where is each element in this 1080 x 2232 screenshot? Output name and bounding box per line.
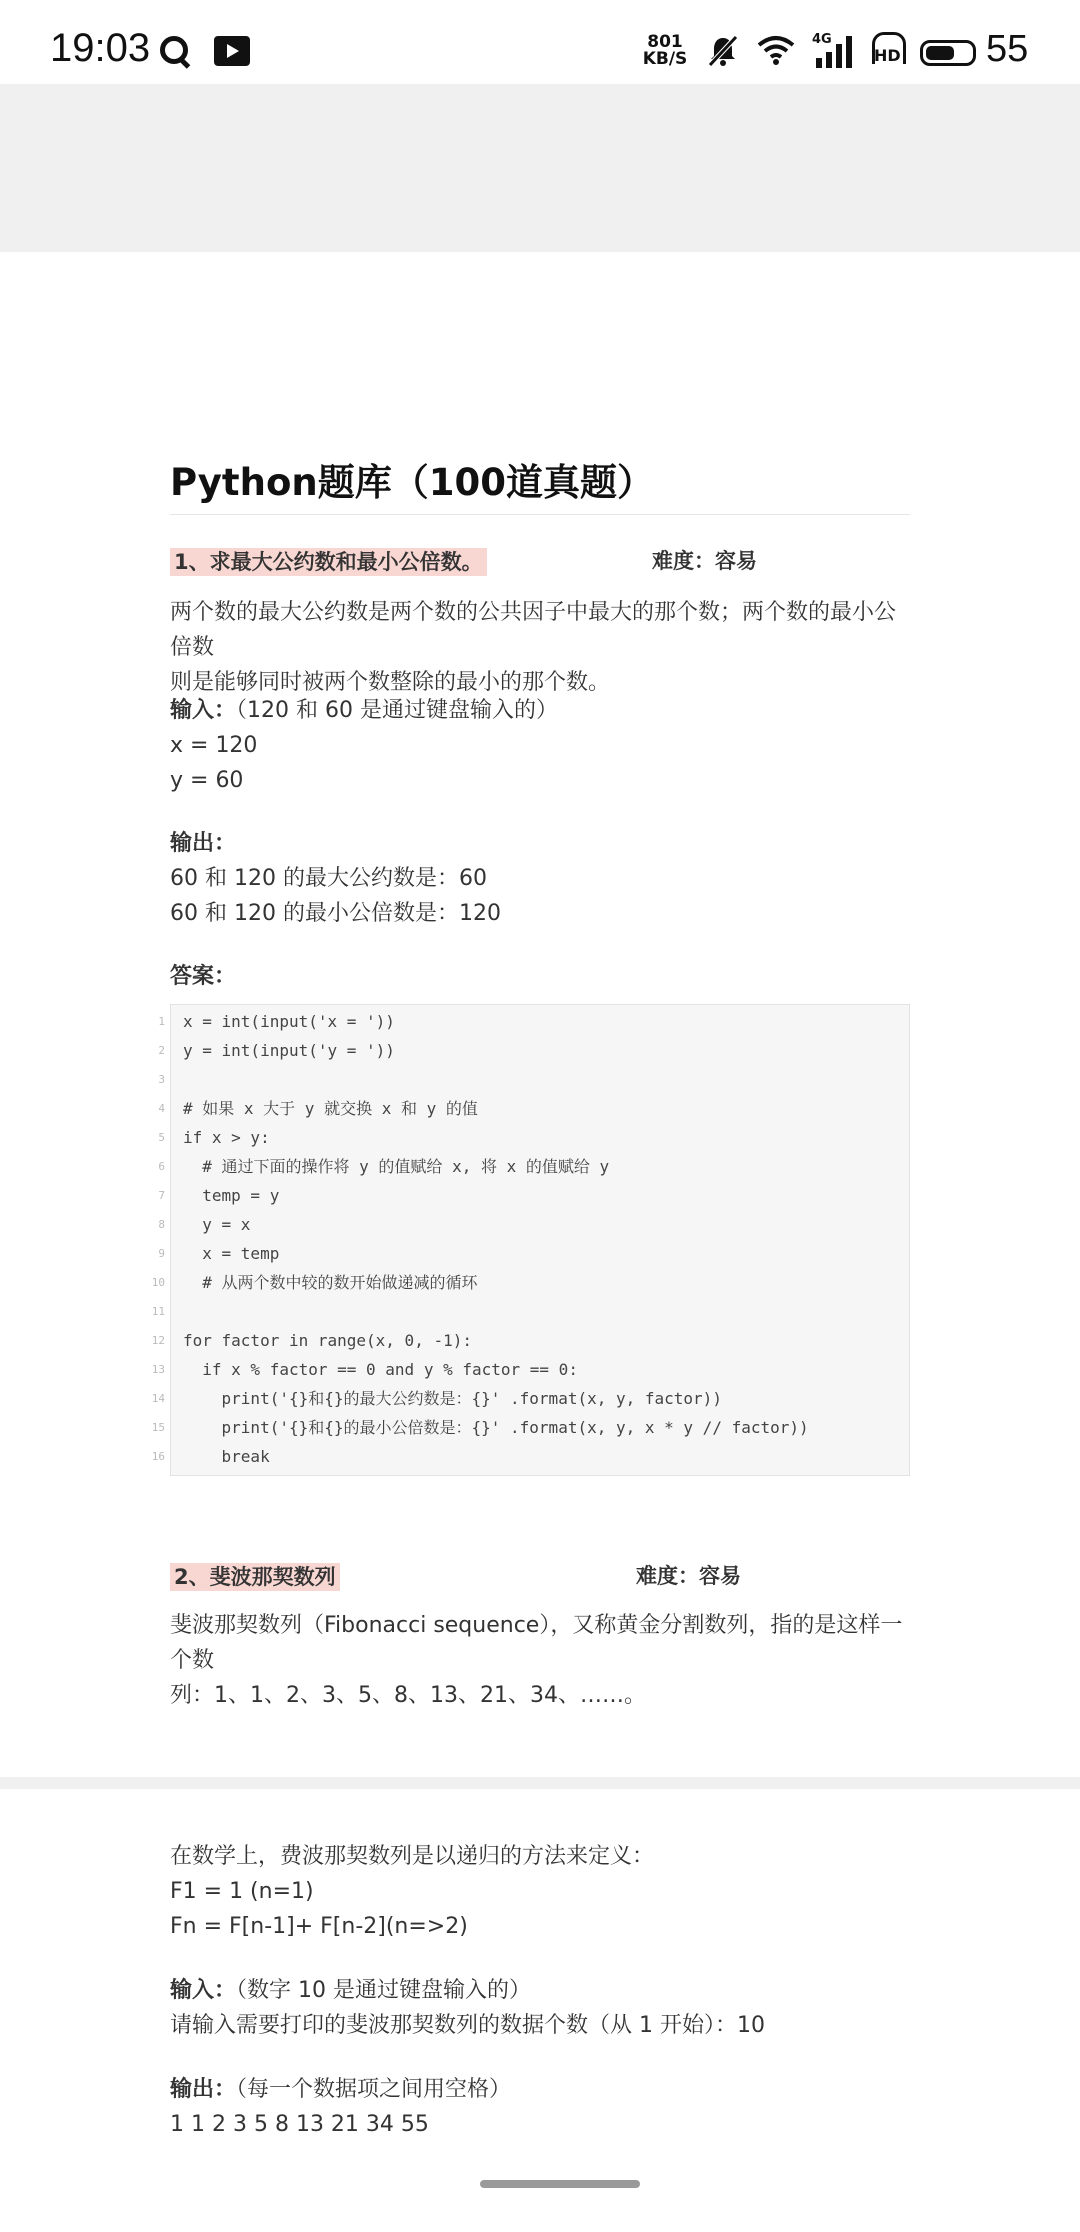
battery-level: 55 bbox=[986, 28, 1029, 70]
question-1-desc-line-2: 则是能够同时被两个数整除的最小的那个数。 bbox=[170, 670, 611, 695]
line-number: 4 bbox=[158, 1102, 165, 1115]
question-1-output bbox=[170, 826, 910, 931]
question-1-difficulty: 难度：容易 bbox=[652, 549, 757, 573]
battery-icon bbox=[920, 40, 976, 66]
line-number: 7 bbox=[158, 1189, 165, 1202]
line-number: 13 bbox=[151, 1363, 165, 1376]
line-number: 15 bbox=[151, 1421, 165, 1434]
code-text: y = int(input('y = ')) bbox=[183, 1041, 395, 1060]
line-number: 14 bbox=[151, 1392, 165, 1405]
question-1-title bbox=[170, 545, 910, 580]
definition-line-1: 在数学上，费波那契数列是以递归的方法来定义： bbox=[170, 1844, 655, 1869]
network-type: 4G bbox=[812, 32, 832, 47]
wifi-icon bbox=[757, 34, 795, 66]
line-number: 16 bbox=[151, 1450, 165, 1463]
question-2-title bbox=[170, 1560, 910, 1595]
question-2-definition bbox=[170, 1839, 910, 1944]
question-2-desc-line-1: 斐波那契数列（Fibonacci sequence），又称黄金分割数列，指的是这样一个数 bbox=[170, 1613, 903, 1673]
code-text: # 通过下面的操作将 y 的值赋给 x, 将 x 的值赋给 y bbox=[183, 1157, 610, 1176]
code-block bbox=[151, 1004, 910, 1476]
page-top-band bbox=[0, 84, 1080, 252]
input-note-2: （数字 10 是通过键盘输入的） bbox=[236, 1978, 531, 2003]
code-text: print('{}和{}的最小公倍数是：{}' .format(x, y, x * y // factor)) bbox=[183, 1418, 809, 1437]
network-speed bbox=[642, 34, 688, 68]
line-number: 10 bbox=[151, 1276, 165, 1289]
code-text: break bbox=[183, 1447, 270, 1466]
code-text: x = temp bbox=[183, 1244, 280, 1263]
line-number: 2 bbox=[158, 1044, 165, 1057]
question-1-desc-line-1: 两个数的最大公约数是两个数的公共因子中最大的那个数；两个数的最小公倍数 bbox=[170, 600, 897, 660]
output-line-2: 1 1 2 3 5 8 13 21 34 55 bbox=[170, 2112, 429, 2137]
network-speed-value: 801 bbox=[647, 32, 683, 52]
mute-icon bbox=[706, 34, 740, 68]
question-2-input bbox=[170, 1973, 910, 2043]
code-text: temp = y bbox=[183, 1186, 280, 1205]
code-text: print('{}和{}的最大公约数是：{}' .format(x, y, factor)) bbox=[183, 1389, 722, 1408]
output-line-gcd: 60 和 120 的最大公约数是：60 bbox=[170, 866, 487, 891]
question-2-title-text: 2、斐波那契数列 bbox=[170, 1563, 340, 1591]
question-1-title-text: 1、求最大公约数和最小公倍数。 bbox=[170, 548, 487, 576]
input-label: 输入： bbox=[170, 698, 237, 723]
answer-label: 答案： bbox=[170, 964, 237, 989]
question-1-description bbox=[170, 595, 910, 700]
signal-icon bbox=[812, 34, 858, 70]
question-2-difficulty: 难度：容易 bbox=[636, 1564, 741, 1588]
question-1-input bbox=[170, 693, 910, 798]
question-1-input-header bbox=[170, 693, 910, 728]
input-label-2: 输入： bbox=[170, 1978, 237, 2003]
status-time: 19:03 bbox=[50, 26, 151, 70]
title-divider bbox=[170, 514, 910, 515]
definition-line-3: Fn = F[n-1]+ F[n-2](n=>2) bbox=[170, 1914, 468, 1939]
code-text: y = x bbox=[183, 1215, 251, 1234]
output-label: 输出： bbox=[170, 831, 237, 856]
line-number: 5 bbox=[158, 1131, 165, 1144]
code-text: # 如果 x 大于 y 就交换 x 和 y 的值 bbox=[183, 1099, 478, 1118]
input-line-x: x = 120 bbox=[170, 733, 258, 758]
page-title: Python题库（100道真题） bbox=[170, 461, 654, 504]
input-line-2: 请输入需要打印的斐波那契数列的数据个数（从 1 开始）：10 bbox=[170, 2013, 765, 2038]
play-icon bbox=[214, 36, 250, 66]
question-2-input-header bbox=[170, 1973, 910, 2008]
line-number: 1 bbox=[158, 1015, 165, 1028]
input-line-y: y = 60 bbox=[170, 768, 244, 793]
output-label-2: 输出： bbox=[170, 2077, 237, 2102]
network-speed-unit: KB/S bbox=[642, 49, 688, 69]
output-line-lcm: 60 和 120 的最小公倍数是：120 bbox=[170, 901, 501, 926]
question-2-description bbox=[170, 1608, 910, 1713]
input-note: （120 和 60 是通过键盘输入的） bbox=[236, 698, 558, 723]
code-text: if x > y: bbox=[183, 1128, 270, 1147]
definition-line-2: F1 = 1 (n=1) bbox=[170, 1879, 314, 1904]
code-text: x = int(input('x = ')) bbox=[183, 1012, 395, 1031]
line-number: 8 bbox=[158, 1218, 165, 1231]
code-text: # 从两个数中较的数开始做递减的循环 bbox=[183, 1273, 478, 1292]
question-2-output-header bbox=[170, 2072, 910, 2107]
home-indicator[interactable] bbox=[480, 2180, 640, 2188]
hd-label: HD bbox=[874, 46, 901, 65]
line-number: 9 bbox=[158, 1247, 165, 1260]
page-break-divider bbox=[0, 1777, 1080, 1789]
line-number: 3 bbox=[158, 1073, 165, 1086]
question-2-desc-line-2: 列：1、1、2、3、5、8、13、21、34、……。 bbox=[170, 1683, 646, 1708]
question-2-output bbox=[170, 2072, 910, 2142]
output-note-2: （每一个数据项之间用空格） bbox=[236, 2077, 512, 2102]
line-number: 11 bbox=[151, 1305, 165, 1318]
line-number: 6 bbox=[158, 1160, 165, 1173]
status-bar bbox=[0, 0, 1080, 84]
code-text: if x % factor == 0 and y % factor == 0: bbox=[183, 1360, 578, 1379]
code-text: for factor in range(x, 0, -1): bbox=[183, 1331, 472, 1350]
q-icon bbox=[160, 36, 188, 64]
line-number: 12 bbox=[151, 1334, 165, 1347]
